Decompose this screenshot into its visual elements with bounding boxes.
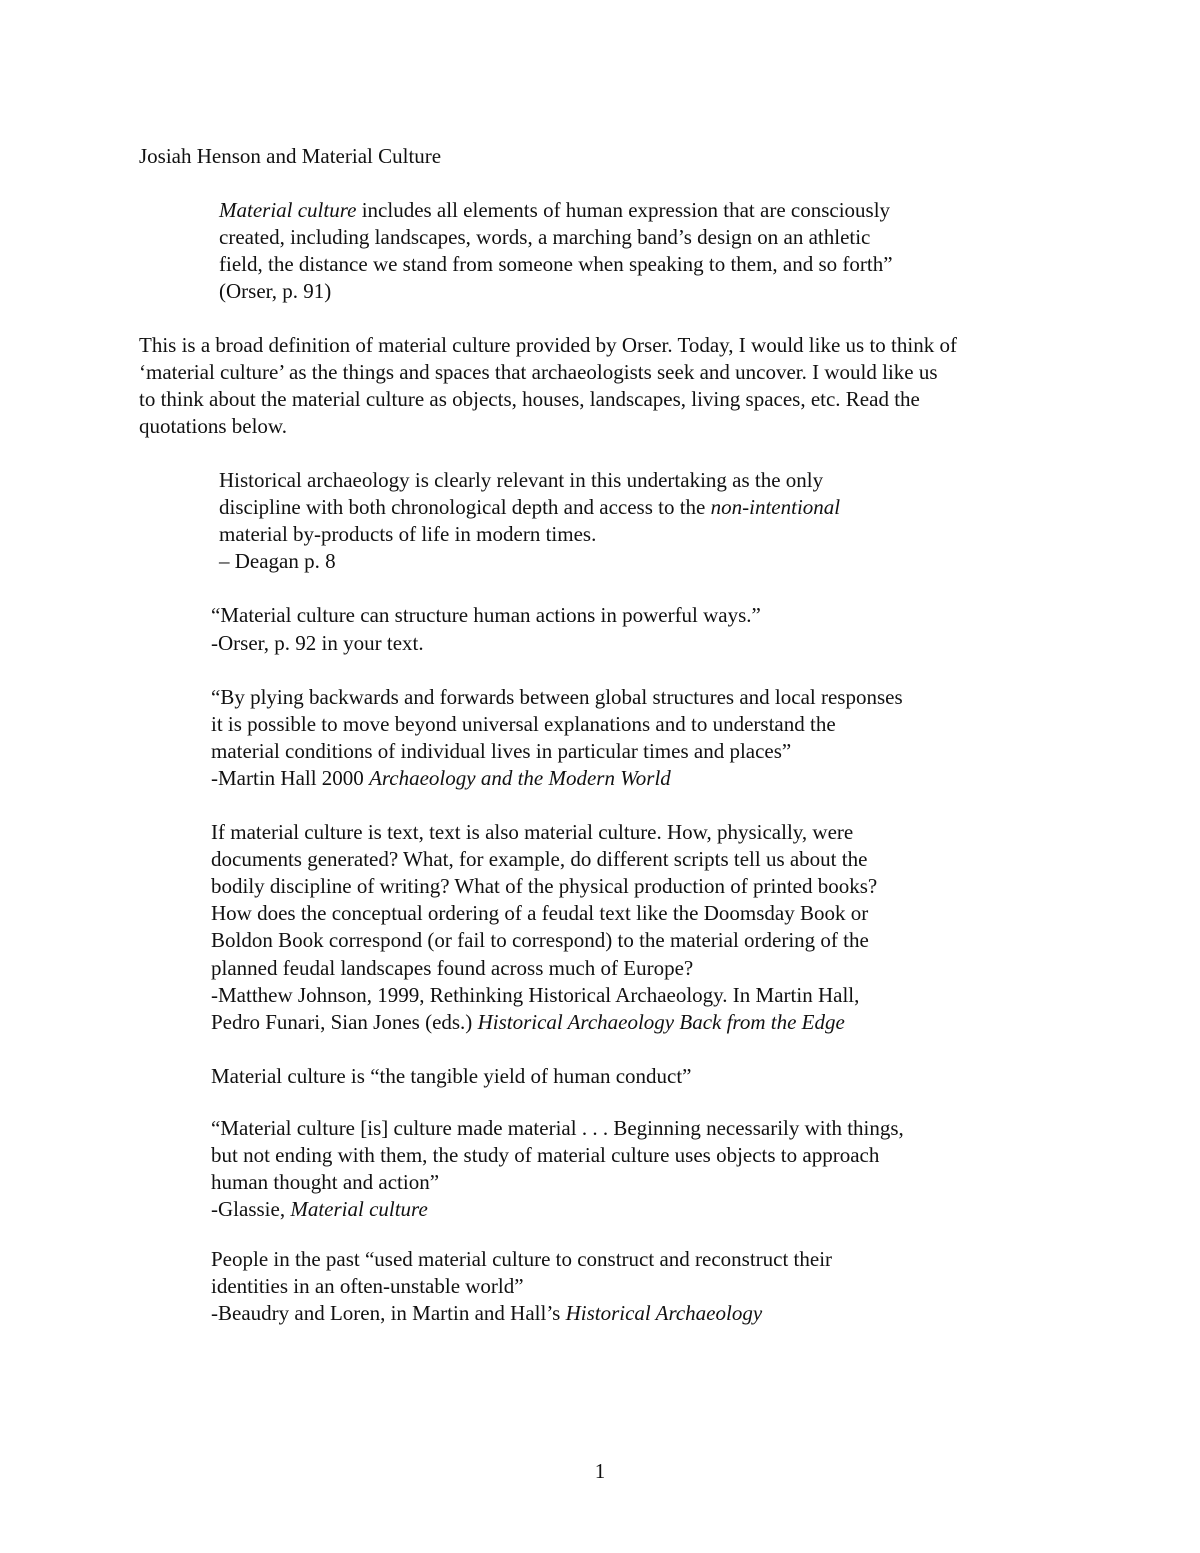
hall-quote-line-3: material conditions of individual lives in particular times and places”: [211, 739, 792, 763]
johnson-quote-line-2: documents generated? What, for example, do different scripts tell us about the: [211, 847, 868, 871]
beaudry-attribution: [211, 1300, 762, 1327]
page-number: 1: [594, 1459, 606, 1483]
beaudry-book-title: Historical Archaeology: [565, 1301, 763, 1325]
deagan-quote-line-3: material by-products of life in modern times.: [219, 522, 597, 546]
intro-line-3: to think about the material culture as objects, houses, landscapes, living spaces, etc. Read the: [139, 387, 920, 411]
johnson-quote-line-6: planned feudal landscapes found across much of Europe?: [211, 956, 694, 980]
glassie-quote-line-3: human thought and action”: [211, 1170, 440, 1194]
johnson-quote-line-1: If material culture is text, text is also material culture. How, physically, were: [211, 820, 854, 844]
tangible-quote: Material culture is “the tangible yield of human conduct”: [211, 1064, 692, 1088]
deagan-quote-text: discipline with both chronological depth and access to the: [219, 495, 711, 519]
hall-attribution: [211, 765, 671, 792]
hall-quote-line-2: it is possible to move beyond universal explanations and to understand the: [211, 712, 836, 736]
glassie-attribution: [211, 1196, 428, 1223]
intro-line-4: quotations below.: [139, 414, 287, 438]
glassie-book-title: Material culture: [290, 1197, 428, 1221]
beaudry-attribution-text: -Beaudry and Loren, in Martin and Hall’s: [211, 1301, 566, 1325]
orser-attribution: -Orser, p. 92 in your text.: [211, 631, 424, 655]
definition-line-3: field, the distance we stand from someone when speaking to them, and so forth”: [219, 252, 893, 276]
hall-quote-line-1: “By plying backwards and forwards between global structures and local responses: [211, 685, 903, 709]
definition-citation: (Orser, p. 91): [219, 279, 332, 303]
deagan-attribution: – Deagan p. 8: [219, 549, 336, 573]
hall-book-title: Archaeology and the Modern World: [369, 766, 671, 790]
johnson-attribution-1: -Matthew Johnson, 1999, Rethinking Historical Archaeology. In Martin Hall,: [211, 983, 860, 1007]
johnson-attribution-text: Pedro Funari, Sian Jones (eds.): [211, 1010, 478, 1034]
intro-line-1: This is a broad definition of material culture provided by Orser. Today, I would like us to think of: [139, 333, 957, 357]
glassie-quote-line-2: but not ending with them, the study of material culture uses objects to approach: [211, 1143, 880, 1167]
johnson-book-title: Historical Archaeology Back from the Edge: [477, 1010, 845, 1034]
johnson-quote-line-3: bodily discipline of writing? What of the physical production of printed books?: [211, 874, 878, 898]
johnson-quote-line-4: How does the conceptual ordering of a feudal text like the Doomsday Book or: [211, 901, 869, 925]
deagan-quote-line-2: [219, 494, 840, 521]
johnson-attribution-2: [211, 1009, 845, 1036]
page-title: Josiah Henson and Material Culture: [139, 144, 442, 168]
definition-line-1: [219, 197, 890, 224]
hall-attribution-text: -Martin Hall 2000: [211, 766, 370, 790]
glassie-quote-line-1: “Material culture [is] culture made material . . . Beginning necessarily with things,: [211, 1116, 904, 1140]
definition-line-2: created, including landscapes, words, a marching band’s design on an athletic: [219, 225, 871, 249]
deagan-quote-line-1: Historical archaeology is clearly relevant in this undertaking as the only: [219, 468, 824, 492]
definition-text: includes all elements of human expression that are consciously: [356, 198, 891, 222]
johnson-quote-line-5: Boldon Book correspond (or fail to correspond) to the material ordering of the: [211, 928, 869, 952]
definition-term: Material culture: [219, 198, 357, 222]
orser-quote: “Material culture can structure human actions in powerful ways.”: [211, 603, 761, 627]
deagan-quote-emphasis: non-intentional: [710, 495, 841, 519]
beaudry-quote-line-2: identities in an often-unstable world”: [211, 1274, 524, 1298]
beaudry-quote-line-1: People in the past “used material culture to construct and reconstruct their: [211, 1247, 833, 1271]
glassie-attribution-text: -Glassie,: [211, 1197, 291, 1221]
intro-line-2: ‘material culture’ as the things and spaces that archaeologists seek and uncover. I would like us: [139, 360, 938, 384]
